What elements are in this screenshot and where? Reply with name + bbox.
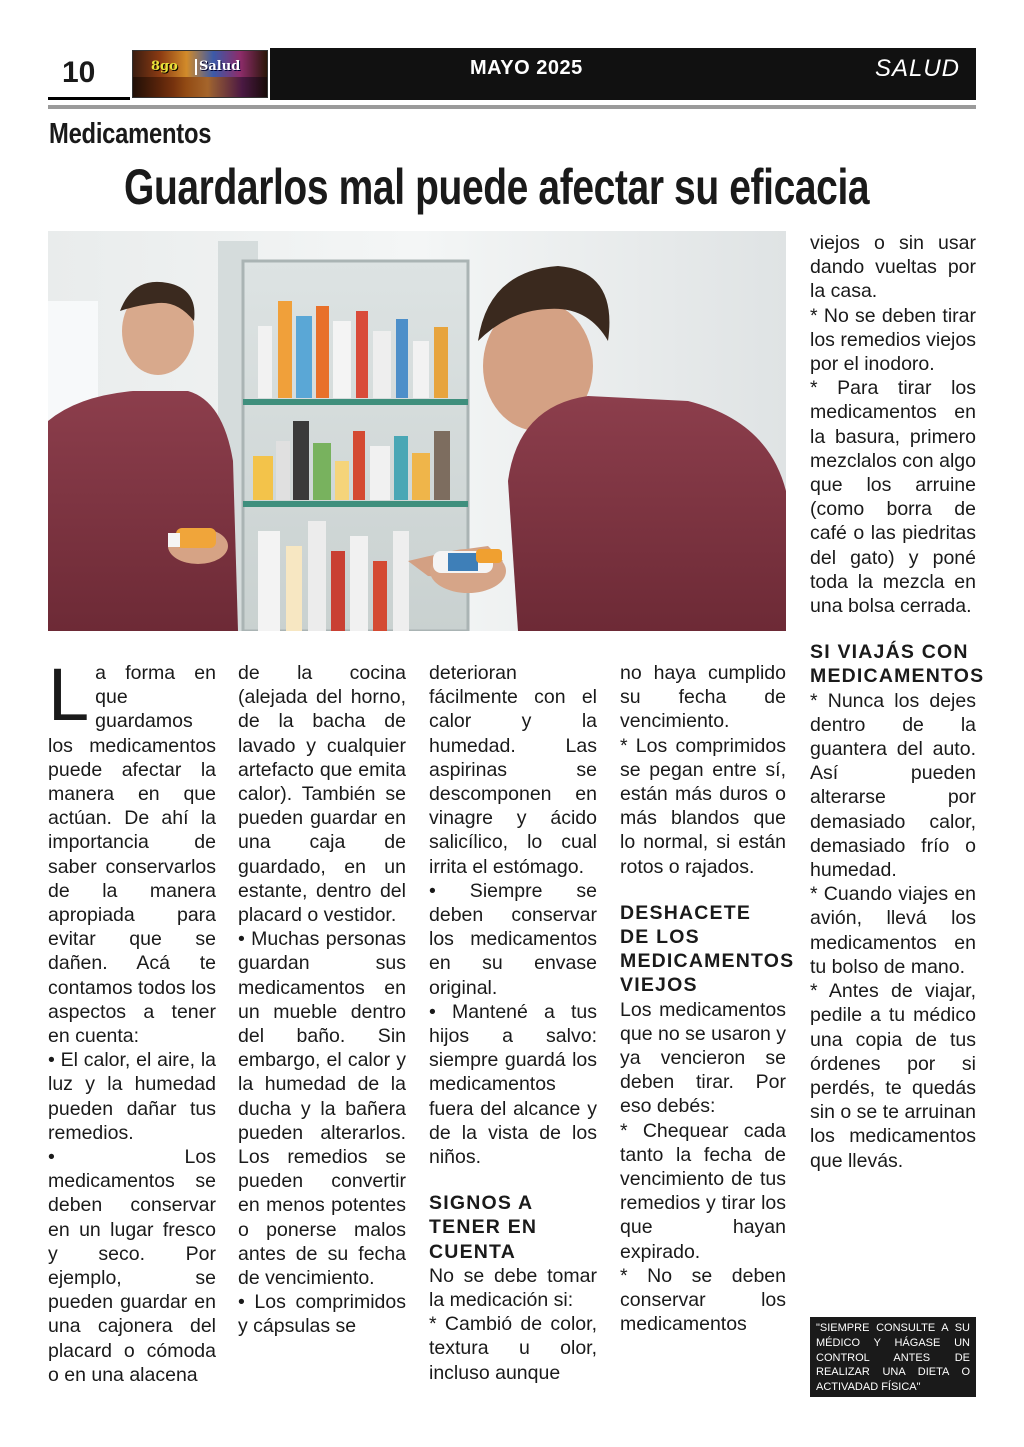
paragraph: * Nunca los dejes dentro de la guantera del auto. Así pueden alterarse por demasiado calor, demasiado frío o humedad. [810,689,976,882]
paragraph: • Los comprimidos y cápsulas se [238,1291,406,1338]
paragraph: * Chequear cada tanto la fecha de vencimiento de tus remedios y tirar los que hayan expirado. [620,1119,786,1263]
paragraph: * Para tirar los medicamentos en la basura, primero mezclalos con algo que los arruine (como borra de café o las piedritas del gato) y poné toda la mezcla en una bolsa cerrada. [810,377,976,618]
article-column-3 [429,661,597,1385]
publication-logo [132,50,268,98]
paragraph: deterioran fácilmente con el calor y la humedad. Las aspirinas se descomponen en vinagre y ácido salicílico, lo cual irrita el estómago. [429,662,597,878]
paragraph: * No se deben conservar los medicamentos [620,1264,786,1336]
paragraph: No se debe tomar la medicación si: [429,1264,597,1312]
paragraph: * Cuando viajes en avión, llevá los medicamentos en tu bolso de mano. [810,883,976,978]
subheading-deshacete: DESHACETE DE LOS MEDICAMENTOS VIEJOS [620,901,795,997]
article-column-2 [238,661,406,1339]
logo-text-right: Salud [199,59,241,74]
medicine-cabinet-photo [48,231,786,631]
paragraph: * Los comprimidos se pegan entre sí, están más duros o más blandos que lo normal, si están rotos o rajados. [620,734,786,878]
paragraph: • El calor, el aire, la luz y la humedad pueden dañar tus remedios. [48,1049,216,1144]
page-header [48,48,976,100]
subheading-signos: SIGNOS A TENER EN CUENTA [429,1192,538,1263]
header-rule [48,105,976,109]
page-number: 10 [62,56,96,89]
paragraph: Los medicamentos que no se usaron y ya vencieron se deben tirar. Por eso debés: [620,998,786,1118]
paragraph: * No se deben tirar los remedios viejos por el inodoro. [810,304,976,376]
subheading-viajas: SI VIAJÁS CON MEDICAMENTOS [810,641,985,688]
section-name: SALUD [874,55,960,82]
article-headline: Guardarlos mal puede afectar su eficacia [124,159,870,215]
paragraph: * Antes de viajar, pedile a tu médico una copia de tus órdenes por si perdés, te quedás sin o se te arruinan los medicamentos que llevás. [810,980,976,1172]
article-kicker: Medicamentos [49,118,212,150]
disclaimer-box: "SIEMPRE CONSULTE A SU MÉDICO Y HÁGASE UN CONTROL ANTES DE REALIZAR UNA DIETA O ACTIVADAD FÍSICA" [810,1317,976,1397]
paragraph: • Los medicamentos se deben conservar en un lugar fresco y seco. Por ejemplo, se pueden guardar en una cajonera del placard o cómoda o en una alacena [48,1146,216,1386]
article-column-5 [810,231,985,1173]
paragraph: • Muchas personas guardan sus medicamentos en un mueble dentro del baño. Sin embargo, el calor y la humedad de la ducha y la bañera pueden alterarlos. Los remedios se pueden convertir en menos potentes o ponerse malos antes de su fecha de vencimiento. [238,928,406,1290]
paragraph: de la cocina (alejada del horno, de la bacha de lavado y cualquier artefacto que emita calor). También se pueden guardar en una caja de guardado, en un estante, dentro del placard o vestidor. [238,662,406,927]
paragraph: * Cambió de color, textura u olor, incluso aunque [429,1313,597,1384]
page-number-box [48,48,130,100]
paragraph: viejos o sin usar dando vueltas por la casa. [810,232,976,303]
paragraph: • Siempre se deben conservar los medicamentos en su envase original. [429,879,597,999]
article-column-1 [48,653,217,1387]
article-photo [48,231,786,631]
article-column-4 [620,661,795,1336]
paragraph: no haya cumplido su fecha de vencimiento. [620,662,786,733]
issue-date: MAYO 2025 [470,57,583,79]
logo-text-left: 8go [151,59,178,74]
drop-cap: L [48,653,90,736]
paragraph: • Mantené a tus hijos a salvo: siempre guardá los medicamentos fuera del alcance y de la vista de los niños. [429,1000,597,1169]
header-bar [270,48,976,100]
paragraph: a forma en que guardamos los medicamentos puede afectar la manera en que actúan. De ahí la importancia de saber conservarlos de la manera apropiada para evitar que se dañen. Acá te contamos todos los aspectos a tener en cuenta: [48,662,217,1048]
